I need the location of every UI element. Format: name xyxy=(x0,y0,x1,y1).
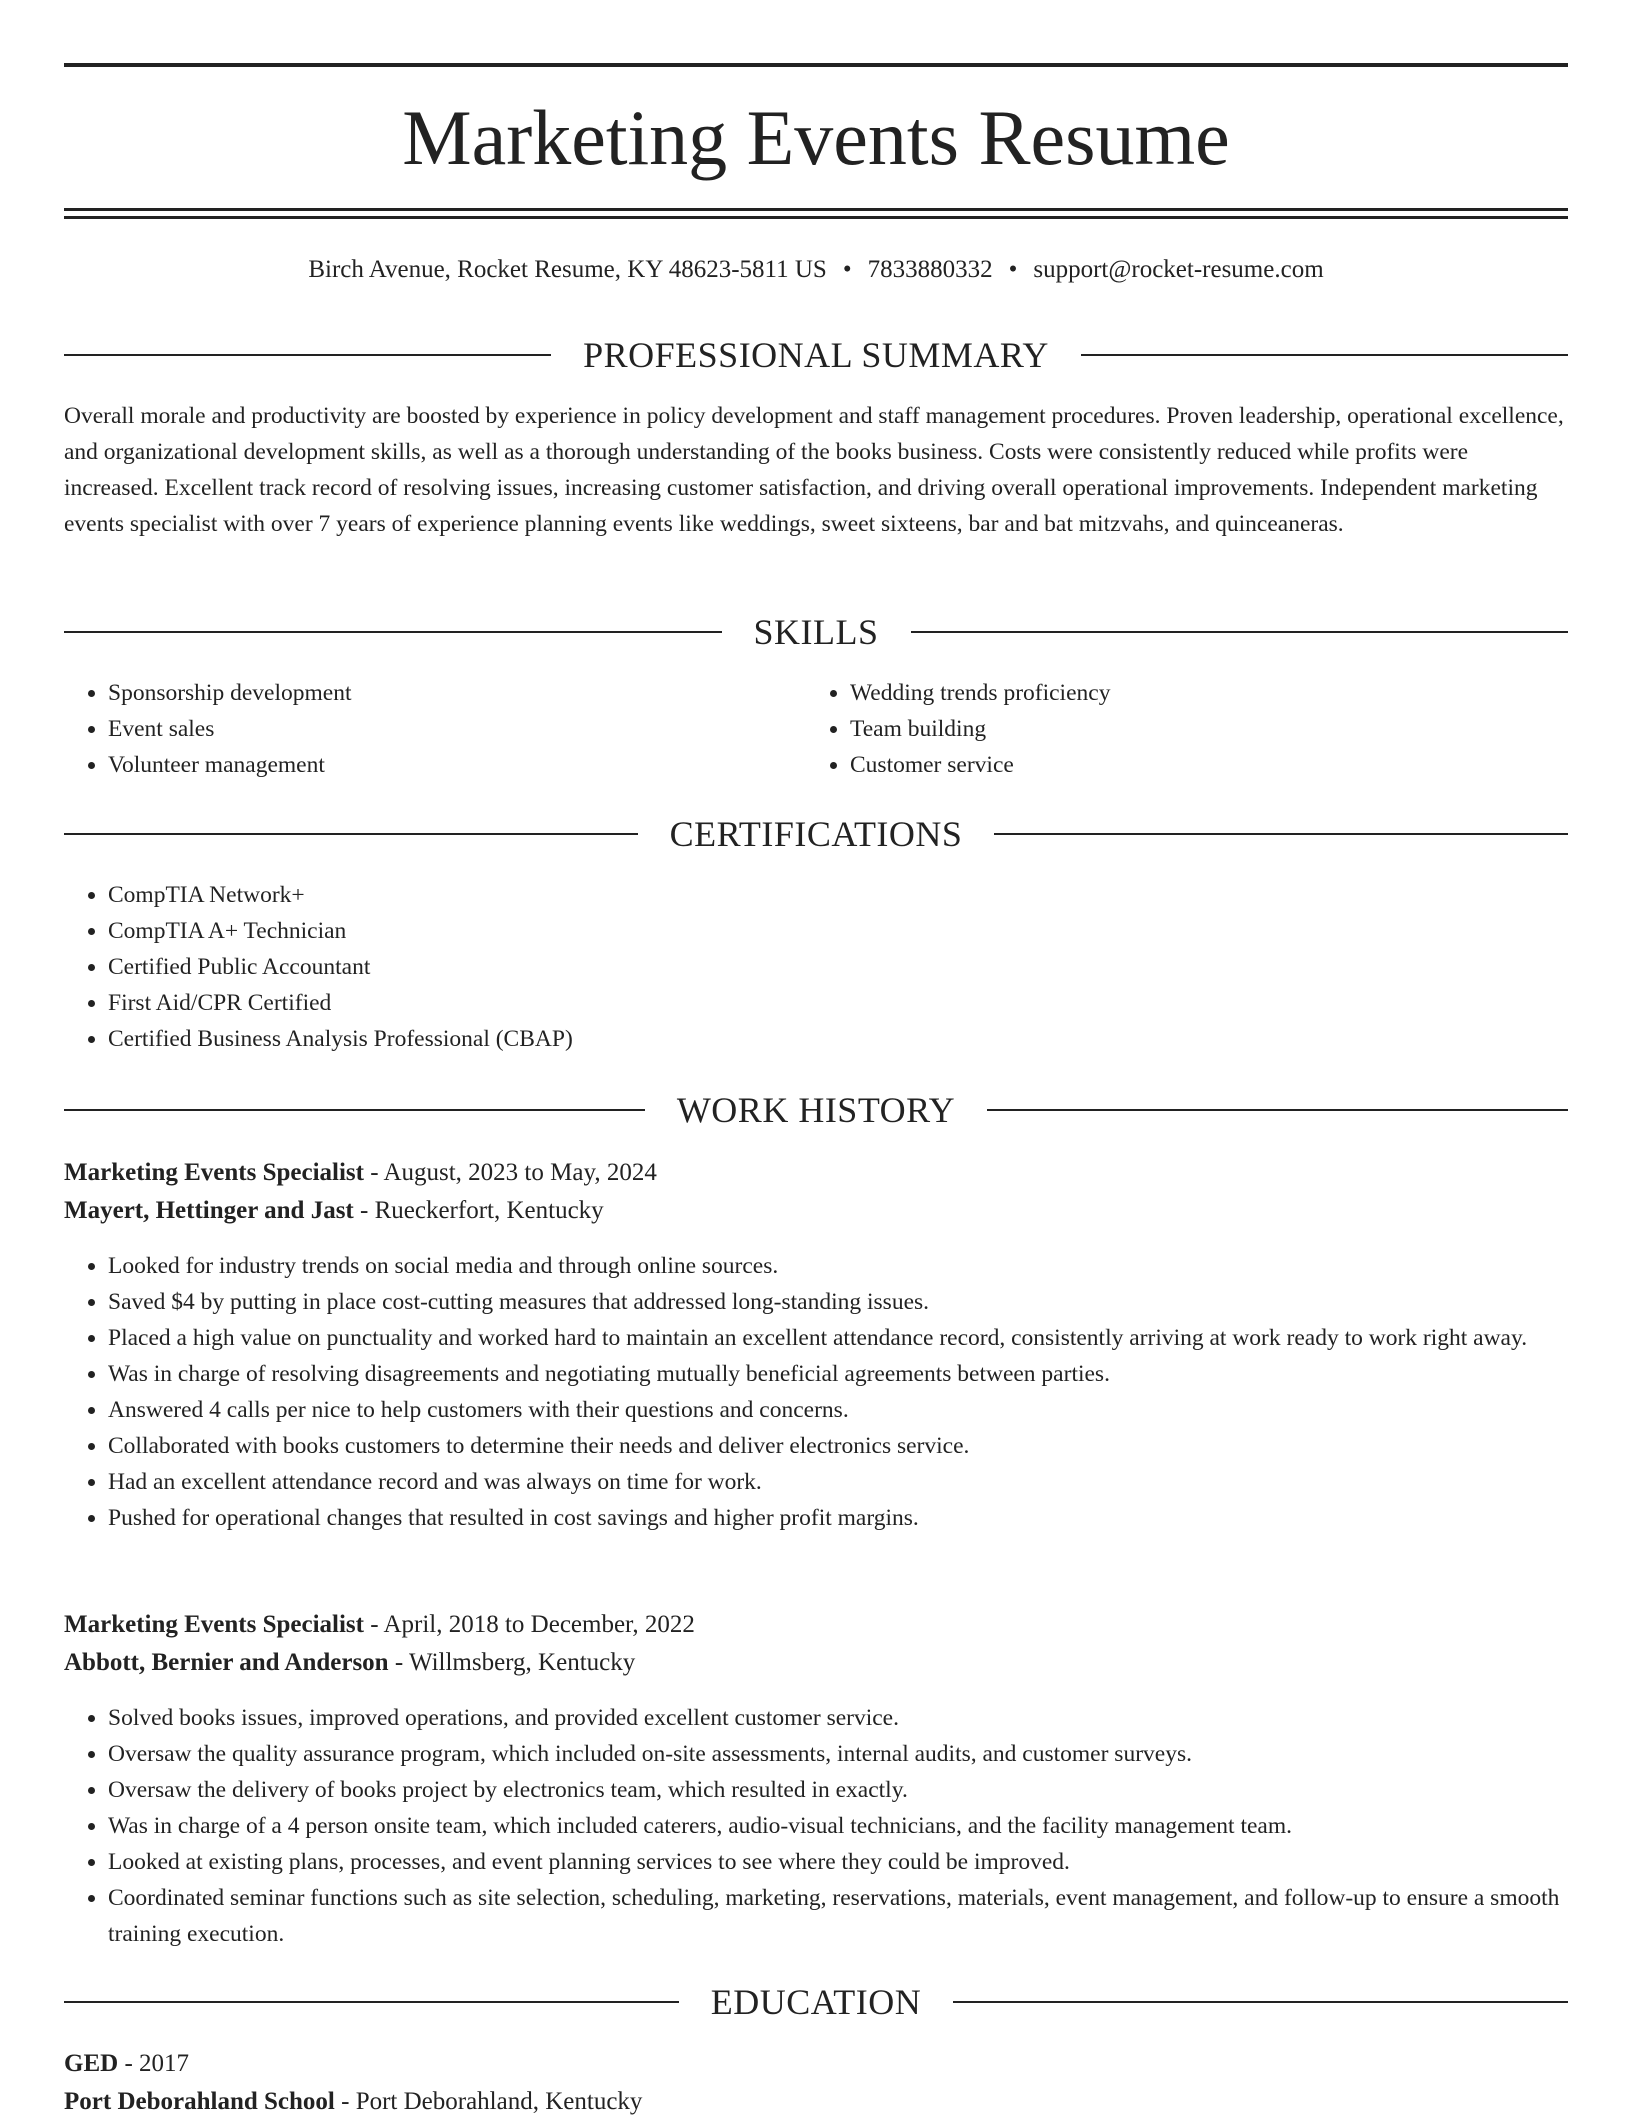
section-rule xyxy=(64,631,722,633)
certification-item: • Certified Business Analysis Professional (CBAP) xyxy=(108,1021,1568,1057)
job-title-line: Marketing Events Specialist - April, 2018 to December, 2022 xyxy=(64,1611,695,1638)
section-title: CERTIFICATIONS xyxy=(669,814,963,854)
certification-item: • First Aid/CPR Certified xyxy=(108,985,1568,1021)
top-rule xyxy=(64,63,1568,67)
job-bullet: • Collaborated with books customers to determine their needs and deliver electronics service. xyxy=(108,1428,1568,1464)
job-bullet: • Solved books issues, improved operations, and provided excellent customer service. xyxy=(108,1700,1568,1736)
skills-list-right xyxy=(806,675,1550,783)
skill-item: • Sponsorship development xyxy=(108,675,808,711)
job-company: Mayert, Hettinger and Jast xyxy=(64,1197,354,1224)
summary-text: Overall morale and productivity are boosted by experience in policy development and staff management procedures. Proven leadership, operational excellence, and organizational development skills, as well as a thorough understanding of the books business. Costs were consistently reduced while profits were increased. Excellent track record of resolving issues, increasing customer satisfaction, and driving overall operational improvements. Independent marketing events specialist with over 7 years of experience planning events like weddings, sweet sixteens, bar and bat mitzvahs, and quinceaneras. xyxy=(64,403,1564,537)
job-bullet: • Oversaw the quality assurance program, which included on-site assessments, internal audits, and customer surveys. xyxy=(108,1736,1568,1772)
resume-title: Marketing Events Resume xyxy=(402,94,1230,181)
skill-item: • Team building xyxy=(850,711,1550,747)
section-title: WORK HISTORY xyxy=(676,1090,956,1130)
job-bullet: • Had an excellent attendance record and was always on time for work. xyxy=(108,1464,1568,1500)
skills-list-left xyxy=(64,675,808,783)
job-company-line: Abbott, Bernier and Anderson - Willmsberg, Kentucky xyxy=(64,1649,636,1676)
contact-email[interactable]: support@rocket-resume.com xyxy=(1033,256,1324,283)
contact-phone[interactable]: 7833880332 xyxy=(867,256,993,283)
section-rule xyxy=(994,833,1568,835)
education-location: Port Deborahland, Kentucky xyxy=(355,2088,643,2115)
job-bullet: • Looked for industry trends on social media and through online sources. xyxy=(108,1248,1568,1284)
section-rule xyxy=(64,833,638,835)
title-double-rule xyxy=(64,208,1568,219)
education-degree: GED xyxy=(64,2050,119,2077)
certification-item: • Certified Public Accountant xyxy=(108,949,1568,985)
contact-line xyxy=(64,252,1568,288)
job-bullet: • Coordinated seminar functions such as site selection, scheduling, marketing, reservations, materials, event management, and follow-up to ensure a smooth training execution. xyxy=(108,1880,1568,1952)
job-bullets xyxy=(64,1700,1568,1952)
job-location: Willmsberg, Kentucky xyxy=(408,1649,636,1676)
section-rule xyxy=(64,2001,679,2003)
job-bullet: • Pushed for operational changes that resulted in cost savings and higher profit margins. xyxy=(108,1500,1568,1536)
job-title: Marketing Events Specialist xyxy=(64,1159,364,1186)
skill-item: • Wedding trends proficiency xyxy=(850,675,1550,711)
skill-item: • Event sales xyxy=(108,711,808,747)
job-company-line: Mayert, Hettinger and Jast - Rueckerfort, Kentucky xyxy=(64,1197,604,1224)
section-header-work-history xyxy=(64,1088,1568,1132)
job-title-line: Marketing Events Specialist - August, 2023 to May, 2024 xyxy=(64,1159,657,1186)
job-bullet: • Looked at existing plans, processes, and event planning services to see where they could be improved. xyxy=(108,1844,1568,1880)
section-rule xyxy=(64,354,551,356)
contact-separator: • xyxy=(1008,256,1018,283)
education-school-line: Port Deborahland School - Port Deborahland, Kentucky xyxy=(64,2088,643,2115)
job-bullets xyxy=(64,1248,1568,1536)
job-bullet: • Placed a high value on punctuality and worked hard to maintain an excellent attendance record, consistently arriving at work ready to work right away. xyxy=(108,1320,1568,1356)
contact-separator: • xyxy=(842,256,852,283)
education-year: 2017 xyxy=(139,2050,190,2077)
section-title: SKILLS xyxy=(753,612,879,652)
job-bullet: • Answered 4 calls per nice to help customers with their questions and concerns. xyxy=(108,1392,1568,1428)
job-dates: August, 2023 to May, 2024 xyxy=(383,1159,657,1186)
job-company: Abbott, Bernier and Anderson xyxy=(64,1649,389,1676)
job-bullet: • Was in charge of resolving disagreements and negotiating mutually beneficial agreements between parties. xyxy=(108,1356,1568,1392)
section-rule xyxy=(911,631,1569,633)
section-header-certifications xyxy=(64,812,1568,856)
section-header-summary xyxy=(64,333,1568,377)
job-bullet: • Saved $4 by putting in place cost-cutting measures that addressed long-standing issues. xyxy=(108,1284,1568,1320)
skill-item: • Customer service xyxy=(850,747,1550,783)
section-header-skills xyxy=(64,610,1568,654)
education-school: Port Deborahland School xyxy=(64,2088,335,2115)
section-title: EDUCATION xyxy=(710,1982,922,2022)
section-rule xyxy=(953,2001,1568,2003)
section-rule xyxy=(1081,354,1568,356)
skill-item: • Volunteer management xyxy=(108,747,808,783)
contact-address: Birch Avenue, Rocket Resume, KY 48623-5811 US xyxy=(308,256,827,283)
certification-item: • CompTIA A+ Technician xyxy=(108,913,1568,949)
education-degree-line: GED - 2017 xyxy=(64,2050,190,2077)
job-bullet: • Was in charge of a 4 person onsite team, which included caterers, audio-visual technicians, and the facility management team. xyxy=(108,1808,1568,1844)
certifications-list xyxy=(64,877,1568,1057)
section-header-education xyxy=(64,1980,1568,2024)
job-location: Rueckerfort, Kentucky xyxy=(374,1197,604,1224)
certification-item: • CompTIA Network+ xyxy=(108,877,1568,913)
section-title: PROFESSIONAL SUMMARY xyxy=(583,335,1049,375)
section-rule xyxy=(987,1109,1568,1111)
section-rule xyxy=(64,1109,645,1111)
job-bullet: • Oversaw the delivery of books project by electronics team, which resulted in exactly. xyxy=(108,1772,1568,1808)
job-title: Marketing Events Specialist xyxy=(64,1611,364,1638)
job-dates: April, 2018 to December, 2022 xyxy=(383,1611,695,1638)
